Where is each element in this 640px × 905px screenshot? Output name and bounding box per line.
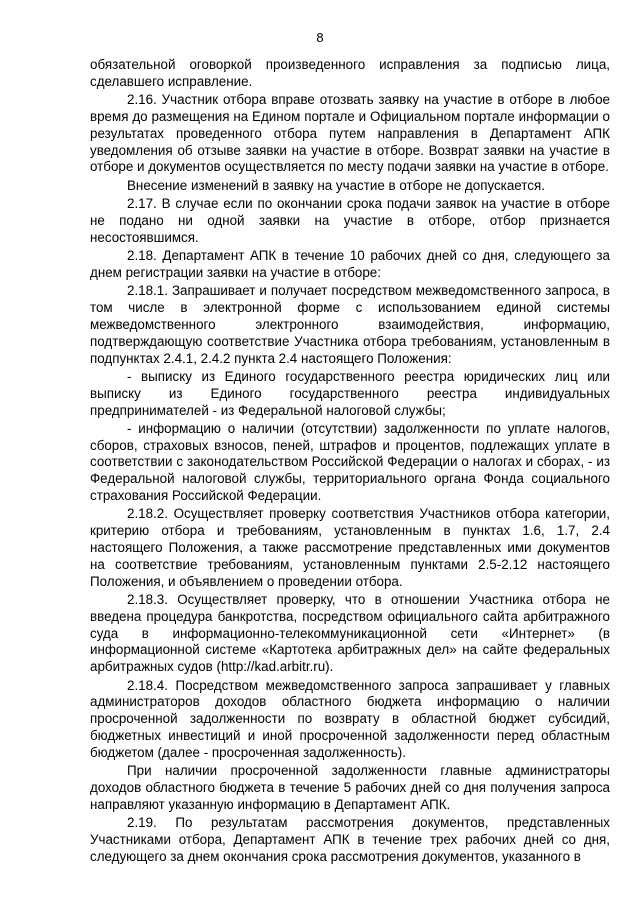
paragraph-2-18-3: 2.18.3. Осуществляет проверку, что в отношении Участника отбора не введена процедура банкротства, посредством официального сайта арбитражного суда в информационно-телекоммуникационной сети «Интернет» (в информационной системе «Картотека арбитражных дел» на сайте федеральных арбитражных судов (http://kad.arbitr.ru). [90,592,610,675]
paragraph-list-item-tax-debt: - информацию о наличии (отсутствии) задолженности по уплате налогов, сборов, страховых взносов, пеней, штрафов и процентов, подлежащих уплате в соответствии с законодательством Российской Федерации о налогах и сборах, - из Федеральной налоговой службы, территориального органа Фонда социального страхования Российской Федерации. [90,420,610,504]
document-body [90,57,610,867]
paragraph-2-16: 2.16. Участник отбора вправе отозвать заявку на участие в отборе в любое время до размещения на Едином портале и Официальном портале информации о результатах проведенного отбора путем направления в Департамент АПК уведомления об отзыве заявки на участие в отборе. Возврат заявки на участие в отборе и документов осуществляется по месту подачи заявки на участие в отборе. [90,92,610,175]
page-number: 8 [316,30,324,45]
paragraph-no-changes: Внесение изменений в заявку на участие в отборе не допускается. [127,177,545,193]
paragraph-2-18-4: 2.18.4. Посредством межведомственного запроса запрашивает у главных администраторов доходов областного бюджета информацию о наличии просроченной задолженности по возврату в областной бюджет субсидий, бюджетных инвестиций и иной просроченной задолженности перед областным бюджетом (далее - просроченная задолженность). [90,677,610,760]
paragraph-continuation: обязательной оговоркой произведенного исправления за подписью лица, сделавшего исправление. [90,57,610,89]
paragraph-2-18-2: 2.18.2. Осуществляет проверку соответствия Участников отбора категории, критерию отбора и требованиям, установленным в пунктах 1.6, 1.7, 2.4 настоящего Положения, а также рассмотрение представленных ими документов на соответствие требованиям, установленным пунктами 2.5-2.12 настоящего Положения, и объявлением о проведении отбора. [90,506,610,589]
paragraph-2-18-1: 2.18.1. Запрашивает и получает посредством межведомственного запроса, в том числе в электронной форме с использованием единой системы межведомственного электронного взаимодействия, информацию, подтверждающую соответствие Участника отбора требованиям, установленным в подпунктах 2.4.1, 2.4.2 пункта 2.4 настоящего Положения: [90,283,610,366]
paragraph-2-19: 2.19. По результатам рассмотрения документов, представленных Участниками отбора, Департамент АПК в течение трех рабочих дней со дня, следующего за днем окончания срока рассмотрения документов, указанного в [90,815,610,864]
paragraph-overdue-debt: При наличии просроченной задолженности главные администраторы доходов областного бюджета в течение 5 рабочих дней со дня получения запроса направляют указанную информацию в Департамент АПК. [90,763,610,812]
paragraph-2-18: 2.18. Департамент АПК в течение 10 рабочих дней со дня, следующего за днем регистрации заявки на участие в отборе: [90,248,610,280]
paragraph-2-17: 2.17. В случае если по окончании срока подачи заявок на участие в отборе не подано ни одной заявки на участие в отборе, отбор признается несостоявшимся. [90,196,610,245]
paragraph-list-item-registry-extract: - выписку из Единого государственного реестра юридических лиц или выписку из Единого государственного реестра индивидуальных предпринимателей - из Федеральной налоговой службы; [90,368,610,418]
